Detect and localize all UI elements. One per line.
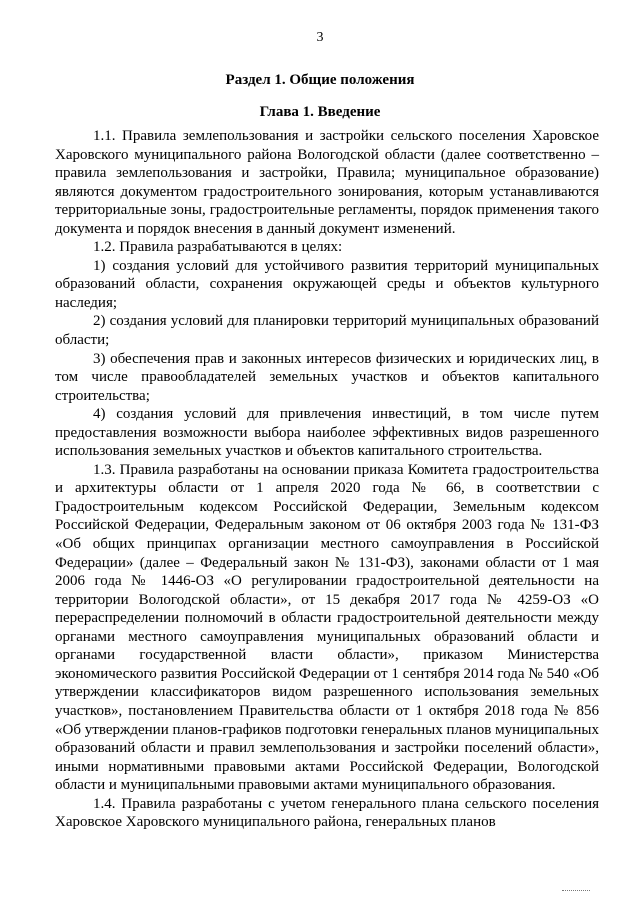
list-item-3: 3) обеспечения прав и законных интересов физических и юридических лиц, в том числе правообладателей земельных участков и объектов капитального строительства; xyxy=(55,350,599,404)
list-item-4: 4) создания условий для привлечения инвестиций, в том числе путем предоставления возможности выбора наиболее эффективных видов разрешенного использования земельных участков и объектов капитального строительства. xyxy=(55,406,599,460)
scan-mark xyxy=(562,890,590,895)
list-item-1: 1) создания условий для устойчивого развития территорий муниципальных образований области, сохранения окружающей среды и объектов культурного наследия; xyxy=(55,257,599,311)
list-item-2: 2) создания условий для планировки территорий муниципальных образований области; xyxy=(55,313,599,349)
paragraph-1-3: 1.3. Правила разработаны на основании приказа Комитета градостроительства и архитектуры области от 1 апреля 2020 года № 66, в соответствии с Градостроительным кодексом Российской Федерации, Земельным кодексом Российской Федерации, Федеральным законом от 06 октября 2003 года № 131-ФЗ «Об общих принципах организации местного самоуправления в Российской Федерации» (далее – Федеральный закон № 131-ФЗ), законами области от 1 мая 2006 года № 1446-ОЗ «О регулировании градостроительной деятельности на территории Вологодской области», от 15 декабря 2017 года № 4259-ОЗ «О перераспределении полномочий в области градостроительной деятельности между органами местного самоуправления муниципальных образований области и органами государственной власти области», приказом Министерства экономического развития Российской Федерации от 1 сентября 2014 года № 540 «Об утверждении классификаторов видом разрешенного использования земельных участков», постановлением Правительства области от 1 октября 2018 года № 856 «Об утверждении планов-графиков подготовки генеральных планов муниципальных образований области и правил землепользования и застройки поселений области», иными нормативными правовыми актами Российской Федерации, Вологодской области и муниципальными правовыми актами муниципального образования. xyxy=(55,461,599,794)
section-title: Раздел 1. Общие положения xyxy=(225,72,415,88)
chapter-title: Глава 1. Введение xyxy=(259,104,381,120)
paragraph-1-1: 1.1. Правила землепользования и застройки сельского поселения Харовское Харовского муниципального района Вологодской области (далее соответственно – правила землепользования и застройки, Правила; муниципальное образование) являются документом градостроительного зонирования, которым устанавливаются территориальные зоны, градостроительные регламенты, порядок применения такого документа и порядок внесения в данный документ изменений. xyxy=(55,128,599,237)
paragraph-1-2: 1.2. Правила разрабатываются в целях: xyxy=(93,239,343,256)
document-body xyxy=(55,127,599,832)
page-number: 3 xyxy=(316,30,324,45)
paragraph-1-4: 1.4. Правила разработаны с учетом генерального плана сельского поселения Харовское Харовского муниципального района, генеральных планов xyxy=(55,795,599,831)
